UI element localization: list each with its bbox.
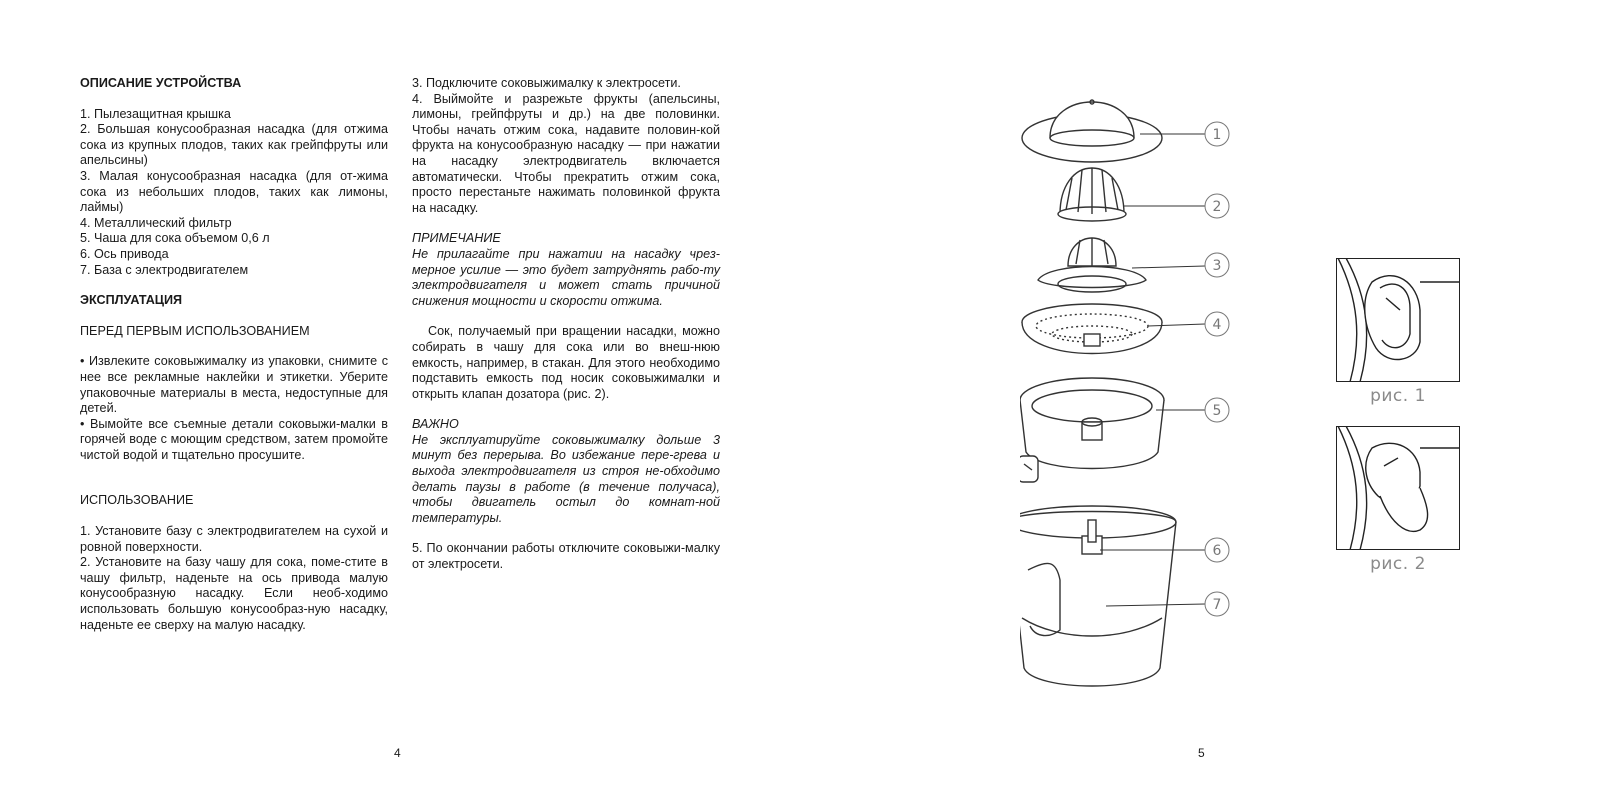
figure-1-caption: рис. 1 xyxy=(1370,386,1426,406)
list-item: • Извлеките соковыжималку из упаковки, снимите с нее все рекламные наклейки и этикетки. Уберите упаковочные материалы в места, недоступные для детей. xyxy=(80,354,388,416)
list-item: 5. Чаша для сока объемом 0,6 л xyxy=(80,231,270,246)
metal-filter-icon xyxy=(1022,304,1162,354)
before-first-use-heading: ПЕРЕД ПЕРВЫМ ИСПОЛЬЗОВАНИЕМ xyxy=(80,323,310,338)
left-column xyxy=(80,76,388,633)
operation-heading: ЭКСПЛУАТАЦИЯ xyxy=(80,293,183,308)
list-item: 2. Большая конусообразная насадка (для отжима сока из крупных плодов, таких как грейпфруты или апельсины) xyxy=(80,122,388,168)
middle-column xyxy=(412,76,720,573)
callout-4 xyxy=(1205,312,1229,336)
list-item: 4. Выймойте и разрежьте фрукты (апельсины, лимоны, грейпфруты и др.) на две половинки. Чтобы начать отжим сока, надавите половин-кой фрукта на конусообразную насадку — при нажатии на насадку электродвигатель включается автоматически. Чтобы прекратить отжим сока, просто перестаньте нажимать половинкой фрукта на насадку. xyxy=(412,91,720,215)
important-text: Не эксплуатируйте соковыжималку дольше 3 минут без перерыва. Во избежание пере-грева и выхода электродвигателя из строя не-обходимо делать паузы в работе (в течение получаса), чтобы двигатель остыл до комнат-ной температуры. xyxy=(412,432,720,525)
usage-heading: ИСПОЛЬЗОВАНИЕ xyxy=(80,493,194,508)
svg-text:3: 3 xyxy=(1212,258,1222,274)
svg-text:4: 4 xyxy=(1212,317,1222,333)
list-item: 1. Установите базу с электродвигателем на сухой и ровной поверхности. xyxy=(80,524,388,554)
callout-2 xyxy=(1205,194,1229,218)
figure-1-valve-closed xyxy=(1336,258,1460,382)
callout-1 xyxy=(1205,122,1229,146)
page-number-left: 4 xyxy=(394,746,401,760)
page-number-right: 5 xyxy=(1198,746,1205,760)
small-cone-icon xyxy=(1038,238,1146,292)
list-item: 2. Установите на базу чашу для сока, поме-стите в чашу фильтр, наденьте на ось привода малую конусообразную насадку. Если необ-ходимо использовать большую конусообраз-ную насадку, наденьте ее сверху на малую насадку. xyxy=(80,555,388,632)
callout-6 xyxy=(1205,538,1229,562)
figure-2-valve-open xyxy=(1336,426,1460,550)
note-label: ПРИМЕЧАНИЕ xyxy=(412,231,501,246)
svg-text:7: 7 xyxy=(1212,597,1222,613)
callout-7 xyxy=(1205,592,1229,616)
list-item: 7. База с электродвигателем xyxy=(80,262,249,277)
svg-text:6: 6 xyxy=(1212,543,1222,559)
list-item: 5. По окончании работы отключите соковыжи-малку от электросети. xyxy=(412,541,720,572)
list-item: 3. Малая конусообразная насадка (для от-жима сока из небольших плодов, таких как лимоны, лаймы) xyxy=(80,168,388,215)
note-text: Не прилагайте при нажатии на насадку чрез-мерное усилие — это будет затруднять рабо-ту электродвигателя и может стать причиной снижения мощности и скорости отжима. xyxy=(412,246,720,308)
list-item: 1. Пылезащитная крышка xyxy=(80,106,231,121)
callout-3 xyxy=(1205,253,1229,277)
large-cone-icon xyxy=(1058,168,1126,221)
juice-paragraph: Сок, получаемый при вращении насадки, можно собирать в чашу для сока или во внеш-нюю емкость, например, в стакан. Для этого необходимо подставить емкость под носик соковыжималки и открыть клапан дозатора (рис. 2). xyxy=(412,324,720,401)
list-item: 4. Металлический фильтр xyxy=(80,215,232,230)
svg-text:5: 5 xyxy=(1212,403,1222,419)
juice-bowl-icon xyxy=(1020,378,1164,482)
parts-list xyxy=(80,107,388,279)
list-item: 6. Ось привода xyxy=(80,246,169,261)
figure-2-caption: рис. 2 xyxy=(1370,554,1426,574)
dust-cover-icon xyxy=(1022,100,1162,162)
list-item: • Вымойте все съемные детали соковыжи-малки в горячей воде с моющим средством, затем промойте чистой водой и тщательно просушите. xyxy=(80,416,388,462)
svg-text:2: 2 xyxy=(1212,199,1222,215)
juicer-exploded-diagram xyxy=(1020,90,1270,710)
svg-text:1: 1 xyxy=(1212,127,1222,143)
important-label: ВАЖНО xyxy=(412,417,459,432)
callout-5 xyxy=(1205,398,1229,422)
description-heading: ОПИСАНИЕ УСТРОЙСТВА xyxy=(80,76,242,90)
motor-base-icon xyxy=(1020,506,1176,686)
list-item: 3. Подключите соковыжималку к электросети. xyxy=(412,76,681,90)
